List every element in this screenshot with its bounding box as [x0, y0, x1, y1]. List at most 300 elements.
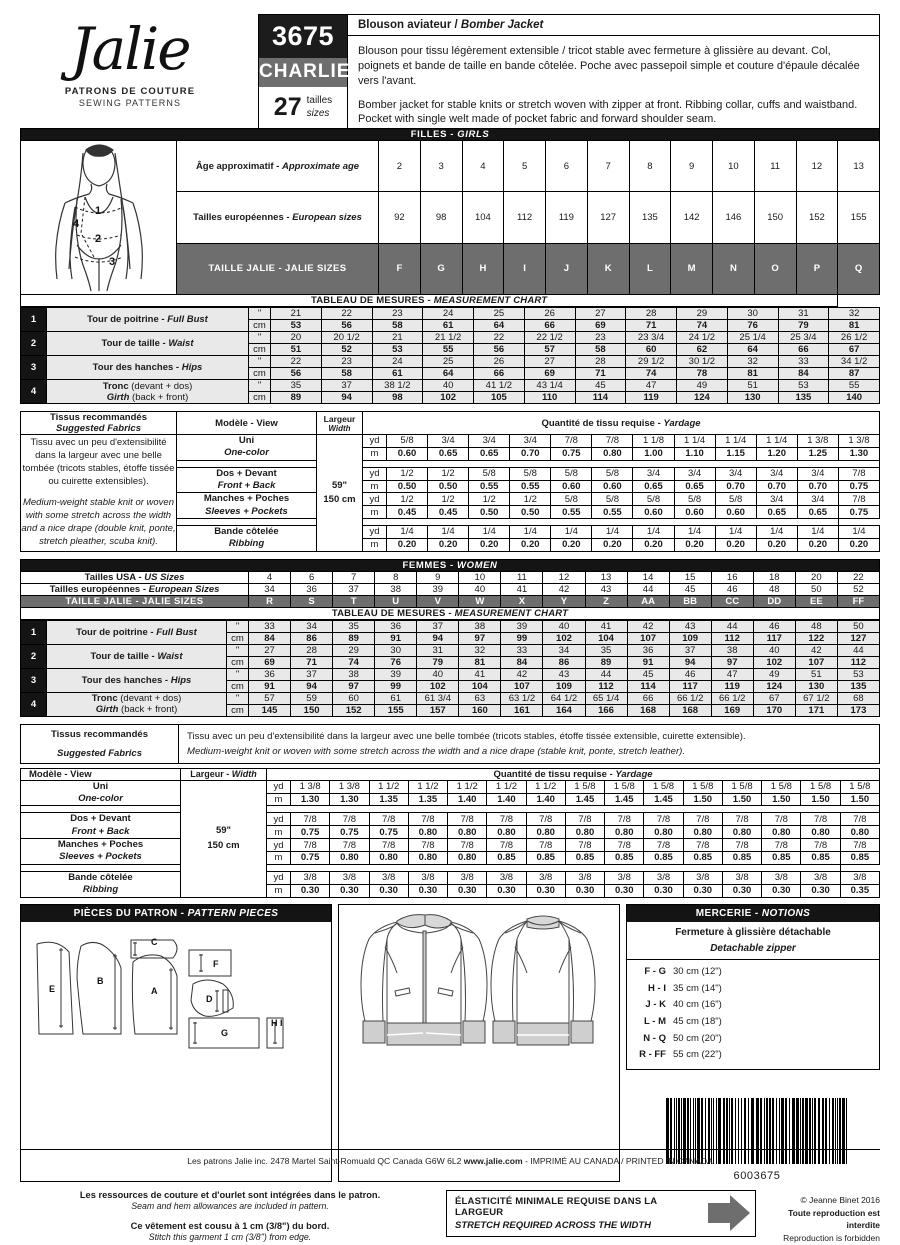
measurement-cell-cm: 155 — [375, 704, 417, 716]
unit-yd: yd — [363, 467, 387, 480]
yardage-cell: 5/8 — [551, 493, 592, 506]
measurement-cell-in: 64 1/2 — [543, 692, 585, 704]
yardage-cell: 3/8 — [605, 871, 644, 884]
yardage-cell: 0.80 — [448, 851, 487, 864]
yardage-cell: 0.30 — [330, 884, 369, 897]
brand-logo — [20, 14, 240, 108]
measurement-cell-cm: 64 — [423, 368, 474, 380]
measurement-cell-cm: 87 — [829, 368, 880, 380]
yardage-cell: 0.60 — [592, 480, 633, 493]
measurement-cell-cm: 114 — [627, 680, 669, 692]
measurement-cell-cm: 67 — [829, 344, 880, 356]
measurement-cell-cm: 104 — [459, 680, 501, 692]
girls-jalie-cell: M — [671, 243, 713, 294]
yardage-cell: 3/8 — [526, 871, 565, 884]
yardage-cell: 0.20 — [510, 538, 551, 551]
yardage-cell: 1.50 — [722, 793, 761, 806]
size-count-block — [259, 87, 347, 128]
measurement-cell-cm: 76 — [375, 656, 417, 668]
measurement-cell-in: 61 3/4 — [417, 692, 459, 704]
stitch-note-fr: Ce vêtement est cousu à 1 cm (3/8") du bord. — [130, 1220, 330, 1231]
measurement-cell-cm: 69 — [249, 656, 291, 668]
size-word-block — [307, 95, 333, 120]
size-word-fr: tailles — [306, 95, 333, 106]
measurement-number: 2 — [21, 332, 47, 356]
measurement-cell-in: 25 — [423, 356, 474, 368]
measurement-label: Tour de taille - Waist — [47, 332, 249, 356]
piece-label: C — [151, 936, 158, 947]
measurement-cell-in: 29 1/2 — [626, 356, 677, 368]
yardage-cell: 0.80 — [408, 826, 447, 839]
measurement-cell-in: 42 — [795, 644, 837, 656]
girls-age-cell: 2 — [379, 141, 421, 192]
measurement-cell-in: 53 — [837, 668, 879, 680]
girls-jalie-cell: O — [754, 243, 796, 294]
yardage-cell: 7/8 — [291, 839, 330, 852]
zipper-row — [631, 1031, 875, 1048]
yardage-cell: 0.80 — [762, 826, 801, 839]
unit-m: m — [267, 793, 291, 806]
seam-note-fr: Les ressources de couture et d'ourlet sont intégrées dans le patron. — [79, 1189, 381, 1200]
measurement-cell-cm: 71 — [575, 368, 626, 380]
footer-website[interactable]: www.jalie.com — [463, 1156, 523, 1166]
measurement-label: Tronc (devant + dos) Girth (back + front) — [47, 380, 249, 404]
girls-fabrics-heading: Tissus recommandés Suggested Fabrics — [21, 412, 177, 435]
measurement-cell-in: 47 — [626, 380, 677, 392]
women-jalie-cell: T — [333, 595, 375, 607]
girls-european-label: Tailles européennes - European sizes — [177, 192, 379, 243]
measurement-cell-in: 21 1/2 — [423, 332, 474, 344]
measurement-cell-in: 60 — [333, 692, 375, 704]
measurement-cell-cm: 124 — [753, 680, 795, 692]
women-jalie-cell: AA — [627, 595, 669, 607]
yardage-cell: 1.45 — [644, 793, 683, 806]
measurement-cell-in: 26 — [524, 308, 575, 320]
unit-m: m — [363, 538, 387, 551]
yardage-cell: 0.20 — [756, 538, 797, 551]
footer — [20, 1149, 880, 1166]
measurement-cell-in: 66 1/2 — [711, 692, 753, 704]
measurement-cell-cm: 130 — [795, 680, 837, 692]
measurement-cell-cm: 102 — [753, 656, 795, 668]
measurement-cell-in: 35 — [585, 644, 627, 656]
women-view-sleeves-pockets: Manches + Poches Sleeves + Pockets — [21, 839, 181, 865]
measurement-cell-in: 45 — [575, 380, 626, 392]
yardage-cell: 0.65 — [633, 480, 674, 493]
footer-separator: - — [525, 1156, 528, 1166]
measurement-cell-in: 65 1/4 — [585, 692, 627, 704]
copyright-line3: Reproduction is forbidden — [783, 1233, 880, 1243]
measurement-cell-cm: 58 — [321, 368, 372, 380]
unit-m: m — [363, 506, 387, 519]
description-block — [348, 14, 880, 141]
yardage-cell: 7/8 — [762, 839, 801, 852]
women-fabrics-heading-fr: Tissus recommandés — [21, 724, 179, 744]
measurement-cell-cm: 130 — [727, 392, 778, 404]
girls-age-label: Âge approximatif - Approximate age — [177, 141, 379, 192]
zipper-size-range: F - G — [644, 966, 666, 977]
measurement-cell-in: 49 — [677, 380, 728, 392]
measurement-cell-in: 23 3/4 — [626, 332, 677, 344]
girls-eur-cell: 150 — [754, 192, 796, 243]
women-uni-yd-row — [21, 780, 880, 793]
women-us-cell: 8 — [375, 571, 417, 583]
yardage-cell: 0.85 — [526, 851, 565, 864]
description-fr: Blouson pour tissu légèrement extensible / tricot stable avec fermeture à glissière au devant. Col, poignets et bande de taille en bande côtelée. Poche avec passepoil simple et couture d'épaule décalée vers l'avant. — [358, 45, 860, 87]
measurement-cell-in: 28 — [626, 308, 677, 320]
measurement-cell-in: 38 — [711, 644, 753, 656]
female-body-diagram-icon — [25, 141, 173, 291]
yardage-cell: 1.40 — [487, 793, 526, 806]
measurement-cell-cm: 84 — [778, 368, 829, 380]
women-jalie-cell: EE — [795, 595, 837, 607]
yardage-cell: 0.55 — [510, 480, 551, 493]
measurement-cell-in: 34 — [291, 620, 333, 632]
yardage-cell: 0.50 — [428, 480, 469, 493]
measurement-cell-cm: 97 — [711, 656, 753, 668]
girls-eur-cell: 142 — [671, 192, 713, 243]
measurement-cell-cm: 69 — [575, 320, 626, 332]
yardage-cell: 0.60 — [674, 506, 715, 519]
zipper-length: 30 cm (12") — [673, 966, 722, 977]
women-jalie-cell: FF — [837, 595, 879, 607]
women-eur-cell: 46 — [711, 583, 753, 595]
yardage-cell: 0.85 — [565, 851, 604, 864]
women-eur-cell: 45 — [669, 583, 711, 595]
girls-fabrics-en: Medium-weight stable knit or woven with some stretch across the width and a nice drape (double knit, ponte, stretch pleather, scuba knit). — [21, 497, 176, 547]
copyright-block — [756, 1190, 880, 1245]
yardage-cell: 3/8 — [565, 871, 604, 884]
piece-label: H — [271, 1017, 278, 1028]
women-us-cell: 20 — [795, 571, 837, 583]
measurement-cell-in: 66 1/2 — [669, 692, 711, 704]
notions-section — [626, 904, 880, 1182]
yardage-cell: 1/4 — [674, 526, 715, 539]
girls-size-table — [20, 128, 880, 307]
yardage-cell: 0.50 — [469, 506, 510, 519]
women-view-uni: Uni One-color — [21, 780, 181, 806]
measurement-cell-cm: 89 — [333, 632, 375, 644]
women-eur-cell: 43 — [585, 583, 627, 595]
yardage-cell: 7/8 — [840, 839, 879, 852]
yardage-cell: 0.20 — [633, 538, 674, 551]
yardage-cell: 0.80 — [330, 851, 369, 864]
measurement-cell-in: 33 — [501, 644, 543, 656]
measurement-cell-cm: 94 — [417, 632, 459, 644]
measurement-cell-cm: 168 — [627, 704, 669, 716]
measurement-cell-in: 55 — [829, 380, 880, 392]
girls-age-cell: 9 — [671, 141, 713, 192]
women-spacer-row — [21, 806, 880, 813]
measurement-cell-in: 36 — [249, 668, 291, 680]
measurement-cell-cm: 84 — [501, 656, 543, 668]
women-eur-cell: 52 — [837, 583, 879, 595]
yardage-cell: 7/8 — [722, 813, 761, 826]
measurement-cell-cm: 61 — [423, 320, 474, 332]
zipper-length: 40 cm (16") — [673, 999, 722, 1011]
yardage-cell: 0.35 — [840, 884, 879, 897]
yardage-cell: 7/8 — [840, 813, 879, 826]
yardage-cell: 0.80 — [683, 826, 722, 839]
measurement-label: Tour de poitrine - Full Bust — [47, 308, 249, 332]
yardage-cell: 1.15 — [715, 447, 756, 460]
yardage-cell: 1/2 — [387, 467, 428, 480]
women-us-cell: 14 — [627, 571, 669, 583]
yardage-cell: 0.80 — [840, 826, 879, 839]
girls-age-cell: 5 — [504, 141, 546, 192]
yardage-cell: 1 3/8 — [330, 780, 369, 793]
measurement-label: Tour des hanches - Hips — [47, 668, 227, 692]
measurement-number: 4 — [21, 692, 47, 716]
girls-jalie-cell: H — [462, 243, 504, 294]
measurement-cell-in: 33 — [778, 356, 829, 368]
measurement-label: Tour de poitrine - Full Bust — [47, 620, 227, 644]
measurement-cell-cm: 91 — [627, 656, 669, 668]
women-fabrics-heading-en: Suggested Fabrics — [21, 744, 179, 764]
measurement-cell-in: 20 1/2 — [321, 332, 372, 344]
girls-yardage-heading: Quantité de tissu requise - Yardage — [363, 412, 880, 435]
yardage-cell: 1.00 — [633, 447, 674, 460]
girls-jalie-cell: P — [796, 243, 838, 294]
women-width-heading: Largeur - Width — [181, 768, 267, 780]
yardage-cell: 1 1/2 — [526, 780, 565, 793]
stretch-note-en: STRETCH REQUIRED ACROSS THE WIDTH — [455, 1219, 651, 1231]
measurement-cell-in: 53 — [778, 380, 829, 392]
yardage-cell: 0.20 — [551, 538, 592, 551]
measurement-cell-in: 31 — [417, 644, 459, 656]
measurement-cell-cm: 64 — [727, 344, 778, 356]
unit-inches: " — [249, 356, 271, 368]
measurement-label: Tour de taille - Waist — [47, 644, 227, 668]
yardage-cell: 0.75 — [291, 851, 330, 864]
yardage-cell: 1 5/8 — [840, 780, 879, 793]
measurement-cell-in: 37 — [291, 668, 333, 680]
measurement-cell-cm: 135 — [778, 392, 829, 404]
yardage-cell: 1/2 — [469, 493, 510, 506]
yardage-cell: 0.30 — [722, 884, 761, 897]
measurement-cell-cm: 169 — [711, 704, 753, 716]
piece-label: F — [213, 958, 219, 969]
unit-cm: cm — [249, 368, 271, 380]
women-us-cell: 11 — [501, 571, 543, 583]
yardage-cell: 1/2 — [428, 467, 469, 480]
garment-title-fr: Blouson aviateur / — [358, 19, 458, 31]
measurement-cell-cm: 51 — [271, 344, 322, 356]
barcode-number: 6003675 — [733, 1169, 781, 1182]
measurement-cell-in: 32 — [829, 308, 880, 320]
yardage-cell: 0.30 — [291, 884, 330, 897]
yardage-cell: 1 5/8 — [801, 780, 840, 793]
yardage-cell: 0.20 — [428, 538, 469, 551]
yardage-cell: 1.40 — [448, 793, 487, 806]
women-banner-row — [21, 559, 880, 571]
measurement-cell-in: 20 — [271, 332, 322, 344]
women-us-cell: 4 — [249, 571, 291, 583]
pattern-name: CHARLIE — [259, 58, 347, 87]
yardage-cell: 3/8 — [722, 871, 761, 884]
yardage-cell: 0.85 — [801, 851, 840, 864]
yardage-cell: 3/4 — [797, 467, 838, 480]
yardage-cell: 7/8 — [369, 839, 408, 852]
women-us-cell: 18 — [753, 571, 795, 583]
yardage-cell: 3/8 — [801, 871, 840, 884]
measurement-cell-in: 38 — [333, 668, 375, 680]
zipper-length: 55 cm (22") — [673, 1049, 722, 1061]
women-us-cell: 12 — [543, 571, 585, 583]
unit-m: m — [363, 480, 387, 493]
measurement-cell-in: 24 1/2 — [677, 332, 728, 344]
measurement-cell-cm: 97 — [333, 680, 375, 692]
measurement-cell-in: 31 — [778, 308, 829, 320]
measurement-cell-cm: 140 — [829, 392, 880, 404]
measurement-cell-cm: 109 — [669, 632, 711, 644]
yardage-cell: 0.30 — [644, 884, 683, 897]
women-us-cell: 10 — [459, 571, 501, 583]
yardage-cell: 1/4 — [756, 526, 797, 539]
measurement-cell-cm: 89 — [585, 656, 627, 668]
yardage-cell: 3/4 — [633, 467, 674, 480]
measurement-cell-cm: 135 — [837, 680, 879, 692]
women-eur-cell: 48 — [753, 583, 795, 595]
measurement-cell-cm: 107 — [627, 632, 669, 644]
girls-view-uni: Uni One-color — [177, 435, 317, 461]
measurement-cell-cm: 105 — [474, 392, 525, 404]
girls-jalie-cell: J — [546, 243, 588, 294]
yardage-cell: 7/8 — [448, 839, 487, 852]
yardage-cell: 0.85 — [487, 851, 526, 864]
measurement-cell-in: 36 — [627, 644, 669, 656]
yardage-cell: 5/8 — [592, 467, 633, 480]
measurement-cell-cm: 86 — [291, 632, 333, 644]
yardage-cell: 1/4 — [387, 526, 428, 539]
measurement-cell-in: 37 — [669, 644, 711, 656]
yardage-cell: 0.30 — [369, 884, 408, 897]
measurement-cell-cm: 81 — [459, 656, 501, 668]
zipper-length: 35 cm (14") — [673, 982, 722, 994]
unit-inches: " — [227, 620, 249, 632]
women-eur-cell: 38 — [375, 583, 417, 595]
measurement-cell-cm: 91 — [249, 680, 291, 692]
yardage-cell: 7/8 — [762, 813, 801, 826]
yardage-cell: 0.75 — [291, 826, 330, 839]
women-jalie-cell: BB — [669, 595, 711, 607]
yardage-cell: 0.20 — [592, 538, 633, 551]
yardage-cell: 1.30 — [838, 447, 879, 460]
measurement-cell-cm: 104 — [585, 632, 627, 644]
measurement-cell-cm: 117 — [753, 632, 795, 644]
yardage-cell: 0.60 — [551, 480, 592, 493]
measurement-cell-in: 23 — [575, 332, 626, 344]
yardage-cell: 7/8 — [330, 839, 369, 852]
measurement-cell-in: 24 — [372, 356, 423, 368]
measurement-cell-cm: 78 — [677, 368, 728, 380]
yardage-cell: 1.35 — [369, 793, 408, 806]
women-eur-cell: 39 — [417, 583, 459, 595]
yardage-cell: 1 3/8 — [838, 435, 879, 448]
yardage-cell: 7/8 — [592, 435, 633, 448]
yardage-cell: 1.10 — [674, 447, 715, 460]
pattern-pieces-diagram — [21, 922, 331, 1052]
measurement-cell-cm: 99 — [375, 680, 417, 692]
zipper-row — [631, 964, 875, 981]
yardage-cell: 0.60 — [715, 506, 756, 519]
measurement-cell-in: 44 — [585, 668, 627, 680]
women-jalie-cell: R — [249, 595, 291, 607]
yardage-cell: 0.50 — [387, 480, 428, 493]
measurement-cell-cm: 160 — [459, 704, 501, 716]
measurement-cell-in: 22 — [271, 356, 322, 368]
girls-eur-cell: 127 — [587, 192, 629, 243]
girls-eur-cell: 112 — [504, 192, 546, 243]
women-fb-yd-row — [21, 813, 880, 826]
measurement-cell-cm: 66 — [524, 320, 575, 332]
measurement-cell-in: 39 — [375, 668, 417, 680]
measurement-cell-cm: 152 — [333, 704, 375, 716]
measurement-cell-cm: 97 — [459, 632, 501, 644]
measurement-cell-in: 30 — [375, 644, 417, 656]
yardage-cell: 0.85 — [605, 851, 644, 864]
women-jalie-cell: X — [501, 595, 543, 607]
header — [0, 0, 900, 128]
measurement-cell-cm: 79 — [417, 656, 459, 668]
women-yardage-table — [20, 768, 880, 898]
yardage-cell: 0.80 — [592, 447, 633, 460]
yardage-cell: 0.75 — [551, 447, 592, 460]
measurement-cell-in: 30 — [727, 308, 778, 320]
girls-fabrics-text — [21, 435, 177, 552]
unit-m: m — [267, 826, 291, 839]
zipper-size-range: N - Q — [643, 1032, 666, 1044]
women-sp-yd-row — [21, 839, 880, 852]
size-count: 27 — [273, 93, 302, 121]
yardage-cell: 0.80 — [722, 826, 761, 839]
yardage-cell: 7/8 — [644, 813, 683, 826]
yardage-cell: 1/4 — [715, 526, 756, 539]
measurement-row-in — [21, 692, 880, 704]
measurement-cell-cm: 168 — [669, 704, 711, 716]
women-eur-cell: 37 — [333, 583, 375, 595]
measurement-cell-in: 29 — [333, 644, 375, 656]
measurement-cell-in: 33 — [249, 620, 291, 632]
yardage-cell: 0.80 — [605, 826, 644, 839]
women-yardage-head-row — [21, 768, 880, 780]
girls-chart-title: TABLEAU DE MESURES - MEASUREMENT CHART — [21, 295, 838, 307]
yardage-cell: 1.30 — [330, 793, 369, 806]
bomber-jacket-line-drawing-icon — [339, 905, 619, 1053]
zipper-row — [631, 1014, 875, 1031]
yardage-cell: 7/8 — [369, 813, 408, 826]
yardage-cell: 0.80 — [408, 851, 447, 864]
yardage-cell: 1 1/2 — [448, 780, 487, 793]
girls-eur-cell: 92 — [379, 192, 421, 243]
girls-age-cell: 11 — [754, 141, 796, 192]
unit-inches: " — [227, 668, 249, 680]
yardage-cell: 7/8 — [487, 813, 526, 826]
yardage-cell: 0.80 — [801, 826, 840, 839]
girls-jalie-cell: K — [587, 243, 629, 294]
measurement-cell-cm: 110 — [524, 392, 575, 404]
yardage-cell: 1.50 — [683, 793, 722, 806]
yardage-cell: 0.30 — [408, 884, 447, 897]
yardage-cell: 5/8 — [510, 467, 551, 480]
girls-jalie-cell: N — [713, 243, 755, 294]
yardage-cell: 1 1/4 — [674, 435, 715, 448]
yardage-cell: 1/4 — [838, 526, 879, 539]
unit-cm: cm — [227, 680, 249, 692]
measurement-cell-in: 40 — [417, 668, 459, 680]
piece-label: E — [49, 983, 56, 994]
stretch-text — [447, 1191, 703, 1236]
